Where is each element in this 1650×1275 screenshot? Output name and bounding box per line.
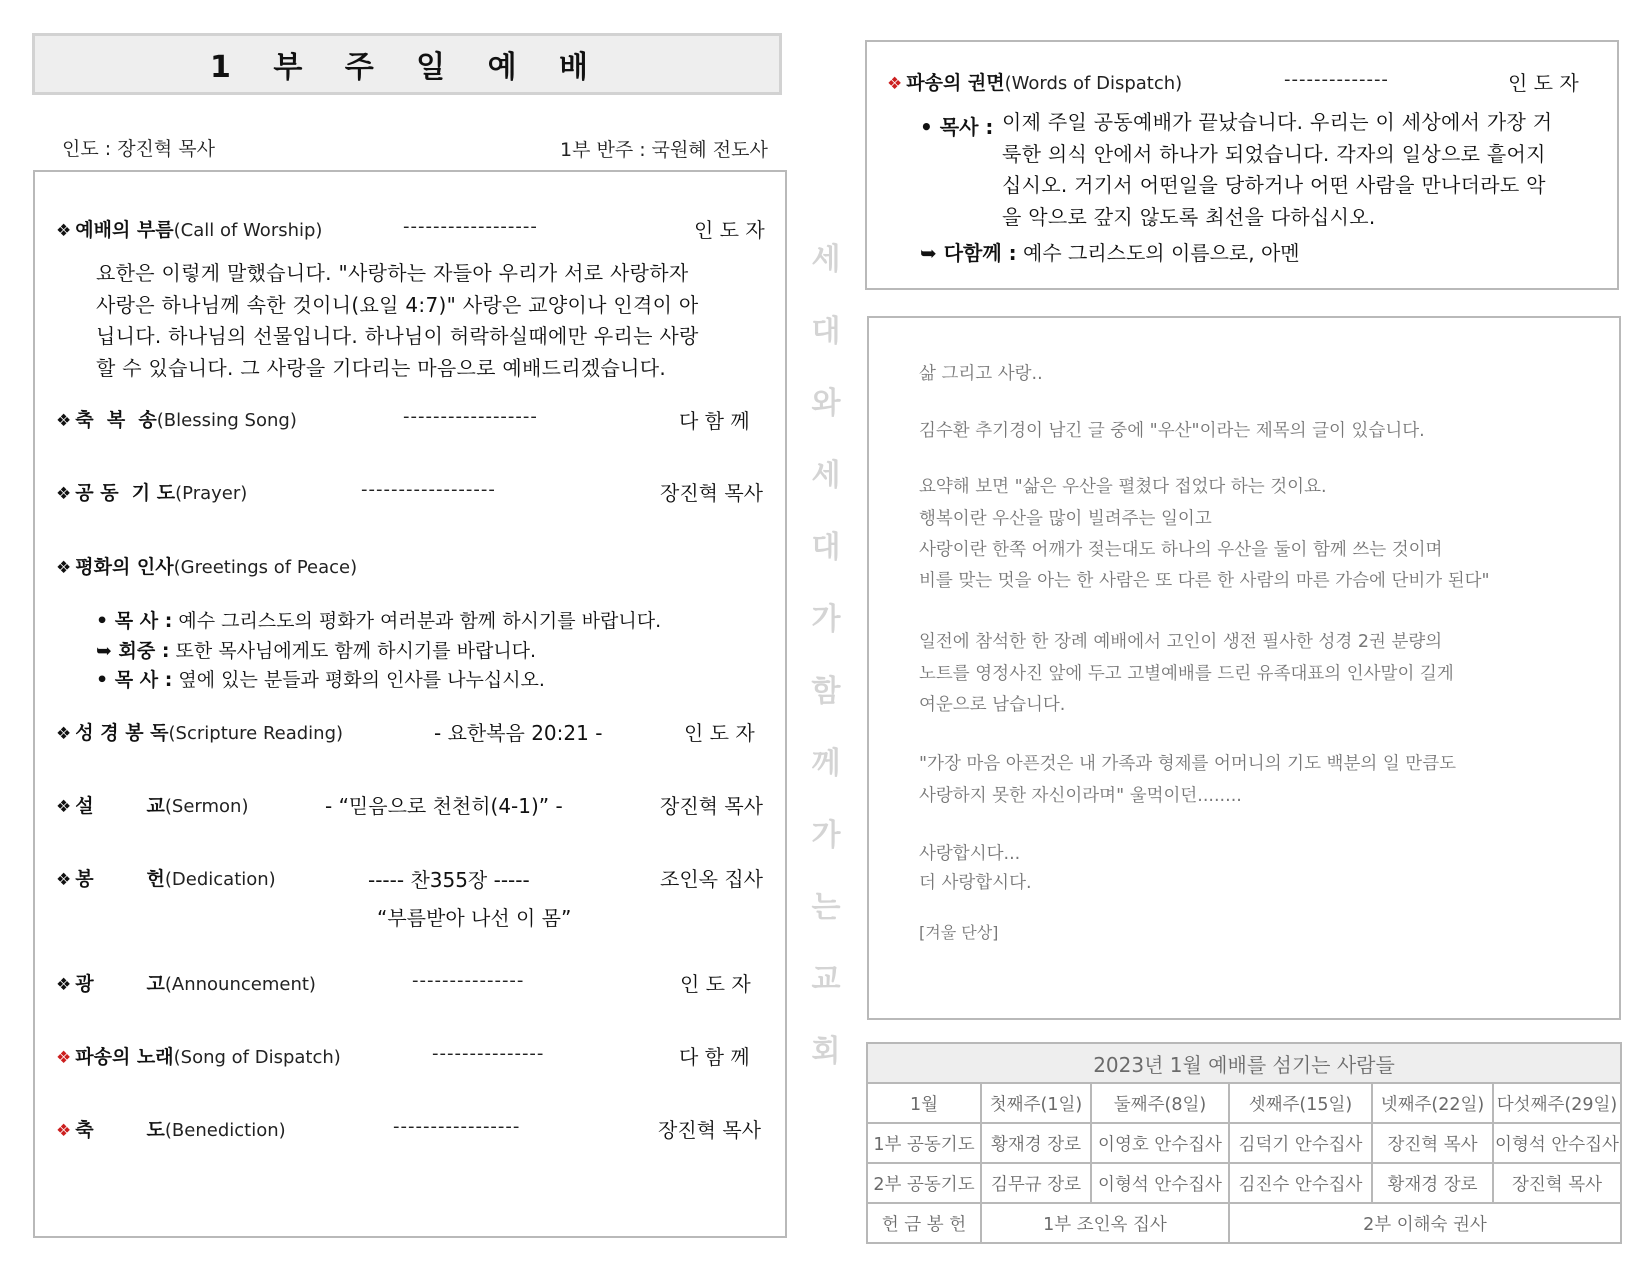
essay-line: 더 사랑합시다. (919, 873, 1032, 893)
diamond-bullet-icon: ❖ (56, 975, 72, 995)
essay-line: 요약해 보면 "삶은 우산을 펼쳤다 접었다 하는 것이요. (919, 477, 1327, 497)
dispatch-all-response: ➥ 다함께 : 예수 그리스도의 이름으로, 아멘 (920, 241, 1300, 265)
leader-line: 인도 : 장진혁 목사 (62, 138, 215, 160)
order-dispatch-song-who: 다 함 께 (679, 1045, 750, 1069)
essay-box (867, 316, 1621, 1020)
call-text: 요한은 이렇게 말했습니다. "사랑하는 자들아 우리가 서로 사랑하자 사랑은 하나님께 속한 것이니(요일 4:7)" 사랑은 교양이나 인격이 아 닙니다. 하나님의 선물입니다. 하나님이 허락하실때에만 우리는 사랑 할 수 있습니다. 그 사랑을 기다리는 마음으로 예배드리겠습니다. (96, 261, 699, 380)
table-cell: 1부 공동기도 (867, 1123, 981, 1163)
dedication-hymn-title: “부름받아 나선 이 몸” (377, 906, 572, 930)
essay-line: 사랑이란 한쪽 어깨가 젖는대도 하나의 우산을 둘이 함께 쓰는 것이며 (919, 540, 1443, 560)
order-dedication: ❖ 봉 헌(Dedication) (56, 868, 276, 890)
diamond-bullet-icon: ❖ (56, 1048, 72, 1068)
order-sermon: ❖ 설 교(Sermon) (56, 795, 249, 817)
table-caption: 2023년 1월 예배를 섬기는 사람들 (867, 1043, 1621, 1083)
order-blessing: ❖ 축 복 송(Blessing Song) (56, 409, 297, 431)
dispatch-heading: ❖ 파송의 권면(Words of Dispatch) (887, 72, 1183, 94)
diamond-bullet-icon: ❖ (56, 484, 72, 504)
leader-dashes: ------------------ (403, 406, 538, 427)
dispatch-box (865, 40, 1619, 290)
table-header-cell: 둘째주(8일) (1091, 1083, 1229, 1123)
page-title: 1 부 주 일 예 배 (32, 33, 782, 95)
diamond-bullet-icon: ❖ (56, 870, 72, 890)
essay-signature: [겨울 단상] (919, 923, 999, 942)
dispatch-who: 인 도 자 (1508, 71, 1579, 95)
table-cell: 이영호 안수집사 (1091, 1123, 1229, 1163)
church-name-vertical: 세 대 와 세 대 가 함 께 가 는 교 회 (811, 242, 841, 1069)
diamond-bullet-icon: ❖ (56, 724, 72, 744)
table-cell: 장진혁 목사 (1493, 1163, 1621, 1203)
table-cell: 2부 이해숙 권사 (1229, 1203, 1621, 1243)
leader-dashes: --------------- (432, 1043, 545, 1064)
order-benediction-who: 장진혁 목사 (658, 1118, 761, 1142)
order-peace: ❖ 평화의 인사(Greetings of Peace) (56, 556, 358, 578)
essay-line: 비를 맞는 멋을 아는 한 사람은 또 다른 한 사람의 마른 가슴에 단비가 된다" (919, 571, 1490, 591)
leader-dashes: ------------------ (403, 216, 538, 237)
table-cell: 김무규 장로 (981, 1163, 1091, 1203)
peace-response-pastor: • 목 사 : 예수 그리스도의 평화가 여러분과 함께 하시기를 바랍니다. (96, 610, 662, 632)
order-dispatch-song: ❖ 파송의 노래(Song of Dispatch) (56, 1046, 341, 1068)
table-row (867, 1163, 1621, 1203)
dispatch-pastor-text: 이제 주일 공동예배가 끝났습니다. 우리는 이 세상에서 가장 거 룩한 의식 안에서 하나가 되었습니다. 각자의 일상으로 흩어지 십시오. 거기서 어떤일을 당하거나 어떤 사람을 만나더라도 악 을 악으로 갚지 않도록 최선을 다하십시오. (1002, 110, 1553, 229)
essay-line: 김수환 추기경이 남긴 글 중에 "우산"이라는 제목의 글이 있습니다. (919, 421, 1425, 441)
order-announcement: ❖ 광 고(Announcement) (56, 973, 316, 995)
essay-line: 일전에 참석한 한 장례 예배에서 고인이 생전 필사한 성경 2권 분량의 (919, 632, 1443, 652)
essay-line: 행복이란 우산을 많이 빌려주는 일이고 (919, 509, 1212, 529)
table-cell: 헌 금 봉 헌 (867, 1203, 981, 1243)
table-header-cell: 1월 (867, 1083, 981, 1123)
order-blessing-who: 다 함 께 (679, 409, 750, 433)
order-benediction: ❖ 축 도(Benediction) (56, 1119, 286, 1141)
essay-line: 사랑하지 못한 자신이라며" 울먹이던........ (919, 786, 1242, 806)
order-call: ❖ 예배의 부름(Call of Worship) (56, 219, 323, 241)
essay-title: 삶 그리고 사랑.. (919, 364, 1043, 384)
leader-dashes: --------------- (412, 970, 525, 991)
diamond-bullet-icon: ❖ (887, 74, 903, 94)
scripture-reference: - 요한복음 20:21 - (434, 721, 603, 745)
table-row (867, 1203, 1621, 1243)
order-prayer: ❖ 공 동 기 도(Prayer) (56, 482, 248, 504)
table-header-row (867, 1083, 1621, 1123)
essay-line: 사랑합시다... (919, 844, 1021, 864)
dispatch-pastor-role: • 목사 : (920, 115, 994, 139)
table-header-cell: 넷째주(22일) (1372, 1083, 1493, 1123)
diamond-bullet-icon: ❖ (56, 1121, 72, 1141)
diamond-bullet-icon: ❖ (56, 221, 72, 241)
table-row (867, 1123, 1621, 1163)
essay-line: 여운으로 남습니다. (919, 695, 1066, 715)
table-header-cell: 첫째주(1일) (981, 1083, 1091, 1123)
order-scripture: ❖ 성 경 봉 독(Scripture Reading) (56, 722, 344, 744)
peace-response-congregation: ➥ 회중 : 또한 목사님에게도 함께 하시기를 바랍니다. (96, 640, 537, 662)
order-announcement-who: 인 도 자 (680, 972, 751, 996)
table-header-cell: 셋째주(15일) (1229, 1083, 1372, 1123)
peace-response-pastor-2: • 목 사 : 옆에 있는 분들과 평화의 인사를 나누십시오. (96, 669, 545, 691)
order-prayer-who: 장진혁 목사 (660, 481, 763, 505)
accompanist-line: 1부 반주 : 국원혜 전도사 (560, 139, 768, 161)
order-dedication-who: 조인옥 집사 (660, 867, 763, 891)
table-cell: 이형석 안수집사 (1493, 1123, 1621, 1163)
sermon-title: - “믿음으로 천천히(4-1)” - (325, 794, 563, 818)
leader-dashes: ------------------ (361, 479, 496, 500)
table-cell: 김진수 안수집사 (1229, 1163, 1372, 1203)
table-header-cell: 다섯째주(29일) (1493, 1083, 1621, 1123)
diamond-bullet-icon: ❖ (56, 797, 72, 817)
diamond-bullet-icon: ❖ (56, 558, 72, 578)
table-cell: 이형석 안수집사 (1091, 1163, 1229, 1203)
dedication-hymn: ----- 찬355장 ----- (368, 868, 530, 892)
table-cell: 1부 조인옥 집사 (981, 1203, 1229, 1243)
service-roster-table (866, 1042, 1622, 1244)
table-cell: 황재경 장로 (1372, 1163, 1493, 1203)
diamond-bullet-icon: ❖ (56, 411, 72, 431)
leader-dashes: ----------------- (393, 1116, 521, 1137)
table-cell: 장진혁 목사 (1372, 1123, 1493, 1163)
essay-line: "가장 마음 아픈것은 내 가족과 형제를 어머니의 기도 백분의 일 만큼도 (919, 754, 1457, 774)
leader-dashes: -------------- (1284, 69, 1389, 90)
order-scripture-who: 인 도 자 (684, 721, 755, 745)
table-cell: 김덕기 안수집사 (1229, 1123, 1372, 1163)
table-cell: 2부 공동기도 (867, 1163, 981, 1203)
order-sermon-who: 장진혁 목사 (660, 794, 763, 818)
essay-line: 노트를 영정사진 앞에 두고 고별예배를 드린 유족대표의 인사말이 길게 (919, 664, 1454, 684)
table-cell: 황재경 장로 (981, 1123, 1091, 1163)
table-caption-row (867, 1043, 1621, 1083)
order-call-who: 인 도 자 (694, 218, 765, 242)
